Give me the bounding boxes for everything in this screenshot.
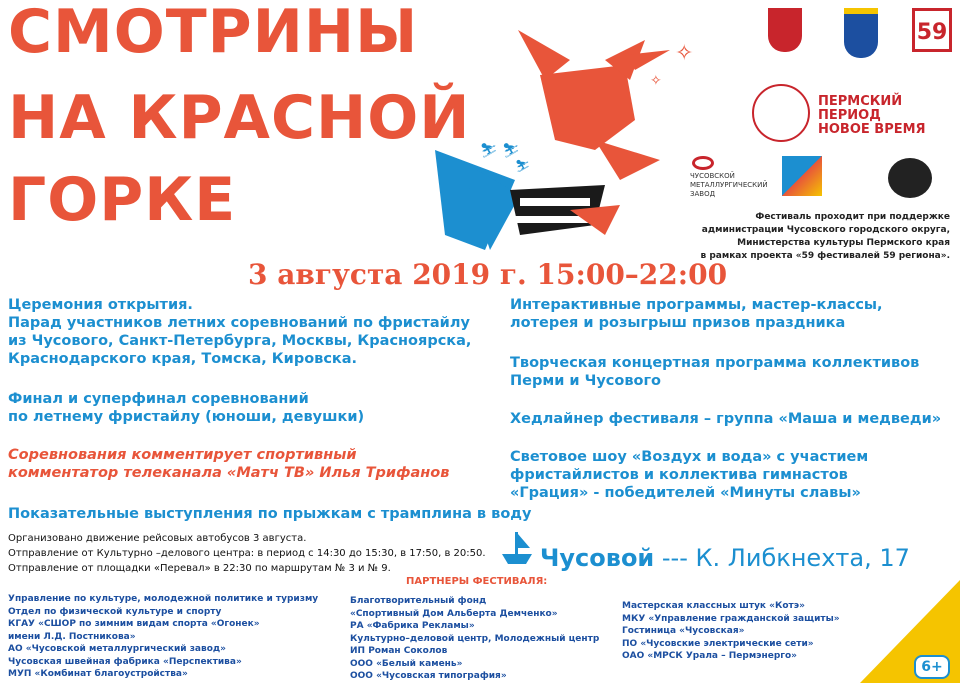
support-line-3: Министерства культуры Пермского края xyxy=(737,238,950,248)
right-program-block-1 xyxy=(510,296,883,332)
event-address xyxy=(540,544,910,572)
left-b1-line-3: из Чусового, Санкт-Петербурга, Москвы, Красноярска, xyxy=(8,333,472,349)
transport-info xyxy=(8,531,486,576)
left-program-block-3 xyxy=(8,446,449,482)
partner-c2-4: Культурно–деловой центр, Молодежный центр xyxy=(350,633,600,644)
partner-c2-1: Благотворительный фонд xyxy=(350,596,487,606)
age-rating-badge: 6+ xyxy=(914,655,950,679)
right-b2-line-1: Творческая концертная программа коллективов xyxy=(510,355,920,371)
partner-c2-6: ООО «Белый камень» xyxy=(350,658,463,669)
partner-c1-4: имени Л.Д. Постникова» xyxy=(8,631,136,642)
left-b2-line-1: Финал и суперфинал соревнований xyxy=(8,391,309,407)
partners-column-3 xyxy=(622,600,840,663)
partners-title: ПАРТНЕРЫ ФЕСТИВАЛЯ: xyxy=(406,576,548,587)
bear-logo-icon xyxy=(752,84,810,142)
right-b1-line-1: Интерактивные программы, мастер-классы, xyxy=(510,297,883,313)
right-program-block-4 xyxy=(510,448,868,502)
title-line-3: ГОРКЕ xyxy=(8,165,237,235)
chmz-line-1: ЧУСОВСКОЙ xyxy=(690,172,735,180)
partner-c1-3: КГАУ «СШОР по зимним видам спорта «Огонек» xyxy=(8,619,260,629)
left-program-block-1 xyxy=(8,296,471,368)
chusovoy-coat-of-arms-icon xyxy=(844,8,878,58)
partner-c1-6: Чусовская швейная фабрика «Перспектива» xyxy=(8,656,242,667)
left-b1-line-2: Парад участников летних соревнований по фристайлу xyxy=(8,315,470,331)
chmz-logo-text xyxy=(690,172,768,199)
address-city: Чусовой xyxy=(540,544,655,572)
red-bird-body xyxy=(540,65,635,150)
right-b4-line-3: «Грация» - победителей «Минуты славы» xyxy=(510,485,861,501)
partner-c2-5: ИП Роман Соколов xyxy=(350,646,448,656)
right-b4-line-2: фристайлистов и коллектива гимнастов xyxy=(510,467,848,483)
k-logo-icon xyxy=(782,156,822,196)
chmz-logo-icon xyxy=(692,156,714,170)
partner-c2-7: ООО «Чусовская типография» xyxy=(350,671,507,681)
red-bird-tail xyxy=(595,140,660,180)
partners-column-2 xyxy=(350,595,599,683)
transport-line-1: Организовано движение рейсовых автобусов 3 августа. xyxy=(8,533,307,544)
partner-c1-7: МУП «Комбинат благоустройства» xyxy=(8,669,188,679)
partner-c3-2: МКУ «Управление гражданской защиты» xyxy=(622,613,840,624)
perm-coat-of-arms-icon xyxy=(768,8,802,52)
left-b3-line-2: комментатор телеканала «Матч ТВ» Илья Трифанов xyxy=(8,465,450,481)
transport-line-3: Отправление от площадки «Перевал» в 22:30 по маршрутам № 3 и № 9. xyxy=(8,563,391,574)
jumper-icon-2: ⛷ xyxy=(515,159,531,173)
black-sea-logo-icon xyxy=(888,158,932,198)
address-separator: --- xyxy=(654,544,696,572)
transport-line-2: Отправление от Культурно –делового центра: в период с 14:30 до 15:30, в 17:50, в 20:50. xyxy=(8,548,486,559)
perm-logo-line-3: НОВОЕ ВРЕМЯ xyxy=(818,122,926,137)
chmz-line-2: МЕТАЛЛУРГИЧЕСКИЙ xyxy=(690,181,768,189)
logo-59-festivals xyxy=(912,8,952,52)
right-b3-line: Хедлайнер фестиваля – группа «Маша и медведи» xyxy=(510,411,942,427)
left-program-block-2 xyxy=(8,390,364,426)
chmz-line-3: ЗАВОД xyxy=(690,190,716,198)
ramp-stripe-2 xyxy=(515,216,590,223)
title-line-2: НА КРАСНОЙ xyxy=(8,83,471,153)
support-line-2: администрации Чусовского городского округа, xyxy=(701,225,950,235)
partner-c3-3: Гостиница «Чусовская» xyxy=(622,626,745,636)
address-street: К. Либкнехта, 17 xyxy=(695,544,910,572)
sparkle-icon-2: ✧ xyxy=(650,73,662,89)
support-text xyxy=(680,211,950,263)
partner-c3-4: ПО «Чусовские электрические сети» xyxy=(622,638,814,649)
right-b4-line-1: Световое шоу «Воздух и вода» с участием xyxy=(510,449,869,465)
partner-c2-3: РА «Фабрика Рекламы» xyxy=(350,621,475,631)
left-b2-line-2: по летнему фристайлу (юноши, девушки) xyxy=(8,409,365,425)
boat-logo-icon xyxy=(500,528,534,566)
right-b2-line-2: Перми и Чусового xyxy=(510,373,662,389)
sparkle-icon: ✧ xyxy=(675,41,694,66)
perm-logo-line-1: ПЕРМСКИЙ xyxy=(818,94,903,109)
partner-c3-5: ОАО «МРСК Урала – Пермэнерго» xyxy=(622,651,797,661)
ramp-stripe xyxy=(520,198,590,206)
left-b3-line-1: Соревнования комментирует спортивный xyxy=(8,447,357,463)
partner-c1-5: АО «Чусовской металлургический завод» xyxy=(8,644,226,654)
partner-c3-1: Мастерская классных штук «Котэ» xyxy=(622,601,805,611)
partner-c2-2: «Спортивный Дом Альберта Демченко» xyxy=(350,608,558,619)
jumper-icon: ⛷ ⛷ xyxy=(480,143,520,159)
partner-c1-1: Управление по культуре, молодежной политике и туризму xyxy=(8,594,319,604)
partners-column-1 xyxy=(8,593,318,681)
left-b1-line-1: Церемония открытия. xyxy=(8,297,193,313)
right-b1-line-2: лотерея и розыгрыш призов праздника xyxy=(510,315,846,331)
partner-c1-2: Отдел по физической культуре и спорту xyxy=(8,606,222,617)
title-line-1: СМОТРИНЫ xyxy=(8,0,419,67)
support-line-4: в рамках проекта «59 фестивалей 59 региона». xyxy=(700,251,950,261)
support-line-1: Фестиваль проходит при поддержке xyxy=(755,212,950,222)
left-b4-line: Показательные выступления по прыжкам с трамплина в воду xyxy=(8,506,532,522)
right-program-block-2 xyxy=(510,354,919,390)
perm-logo-line-2: ПЕРИОД xyxy=(818,108,881,123)
left-b1-line-4: Краснодарского края, Томска, Кировска. xyxy=(8,351,358,367)
event-date-time: 3 августа 2019 г. 15:00–22:00 xyxy=(248,258,728,291)
perm-period-logo xyxy=(818,95,926,137)
logo-59-text: 59 xyxy=(916,20,948,45)
